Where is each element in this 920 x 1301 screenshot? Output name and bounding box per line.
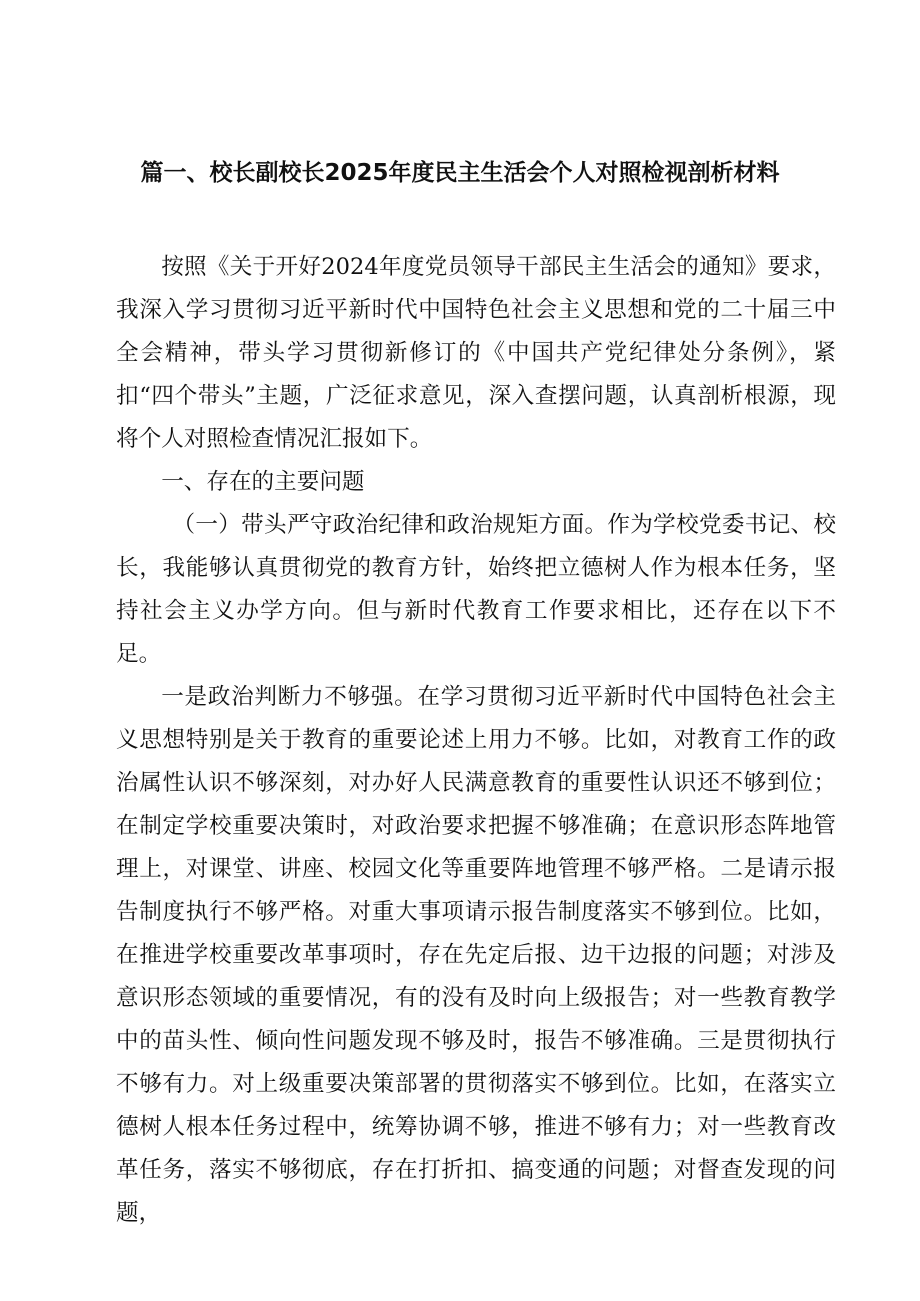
- document-body: [116, 246, 836, 1235]
- body-paragraph: 一是政治判断力不够强。在学习贯彻习近平新时代中国特色社会主义思想特别是关于教育的重要论述上用力不够。比如，对教育工作的政治属性认识不够深刻，对办好人民满意教育的重要性认识还不够到位；在制定学校重要决策时，对政治要求把握不够准确；在意识形态阵地管理上，对课堂、讲座、校园文化等重要阵地管理不够严格。二是请示报告制度执行不够严格。对重大事项请示报告制度落实不够到位。比如，在推进学校重要改革事项时，存在先定后报、边干边报的问题；对涉及意识形态领域的重要情况，有的没有及时向上级报告；对一些教育教学中的苗头性、倾向性问题发现不够及时，报告不够准确。三是贯彻执行不够有力。对上级重要决策部署的贯彻落实不够到位。比如，在落实立德树人根本任务过程中，统筹协调不够，推进不够有力；对一些教育改革任务，落实不够彻底，存在打折扣、搞变通的问题；对督查发现的问题，: [116, 684, 836, 1226]
- document-title: 篇一、校长副校长2025年度民主生活会个人对照检视剖析材料: [140, 160, 780, 186]
- intro-paragraph: 按照《关于开好2024年度党员领导干部民主生活会的通知》要求，我深入学习贯彻习近平新时代中国特色社会主义思想和党的二十届三中全会精神，带头学习贯彻新修订的《中国共产党纪律处分条例》，紧扣“四个带头”主题，广泛征求意见，深入查摆问题，认真剖析根源，现将个人对照检查情况汇报如下。: [116, 254, 836, 452]
- subsection-paragraph: （一）带头严守政治纪律和政治规矩方面。作为学校党委书记、校长，我能够认真贯彻党的教育方针，始终把立德树人作为根本任务，坚持社会主义办学方向。但与新时代教育工作要求相比，还存在以下不足。: [116, 512, 836, 667]
- section-heading: 一、存在的主要问题: [161, 469, 365, 495]
